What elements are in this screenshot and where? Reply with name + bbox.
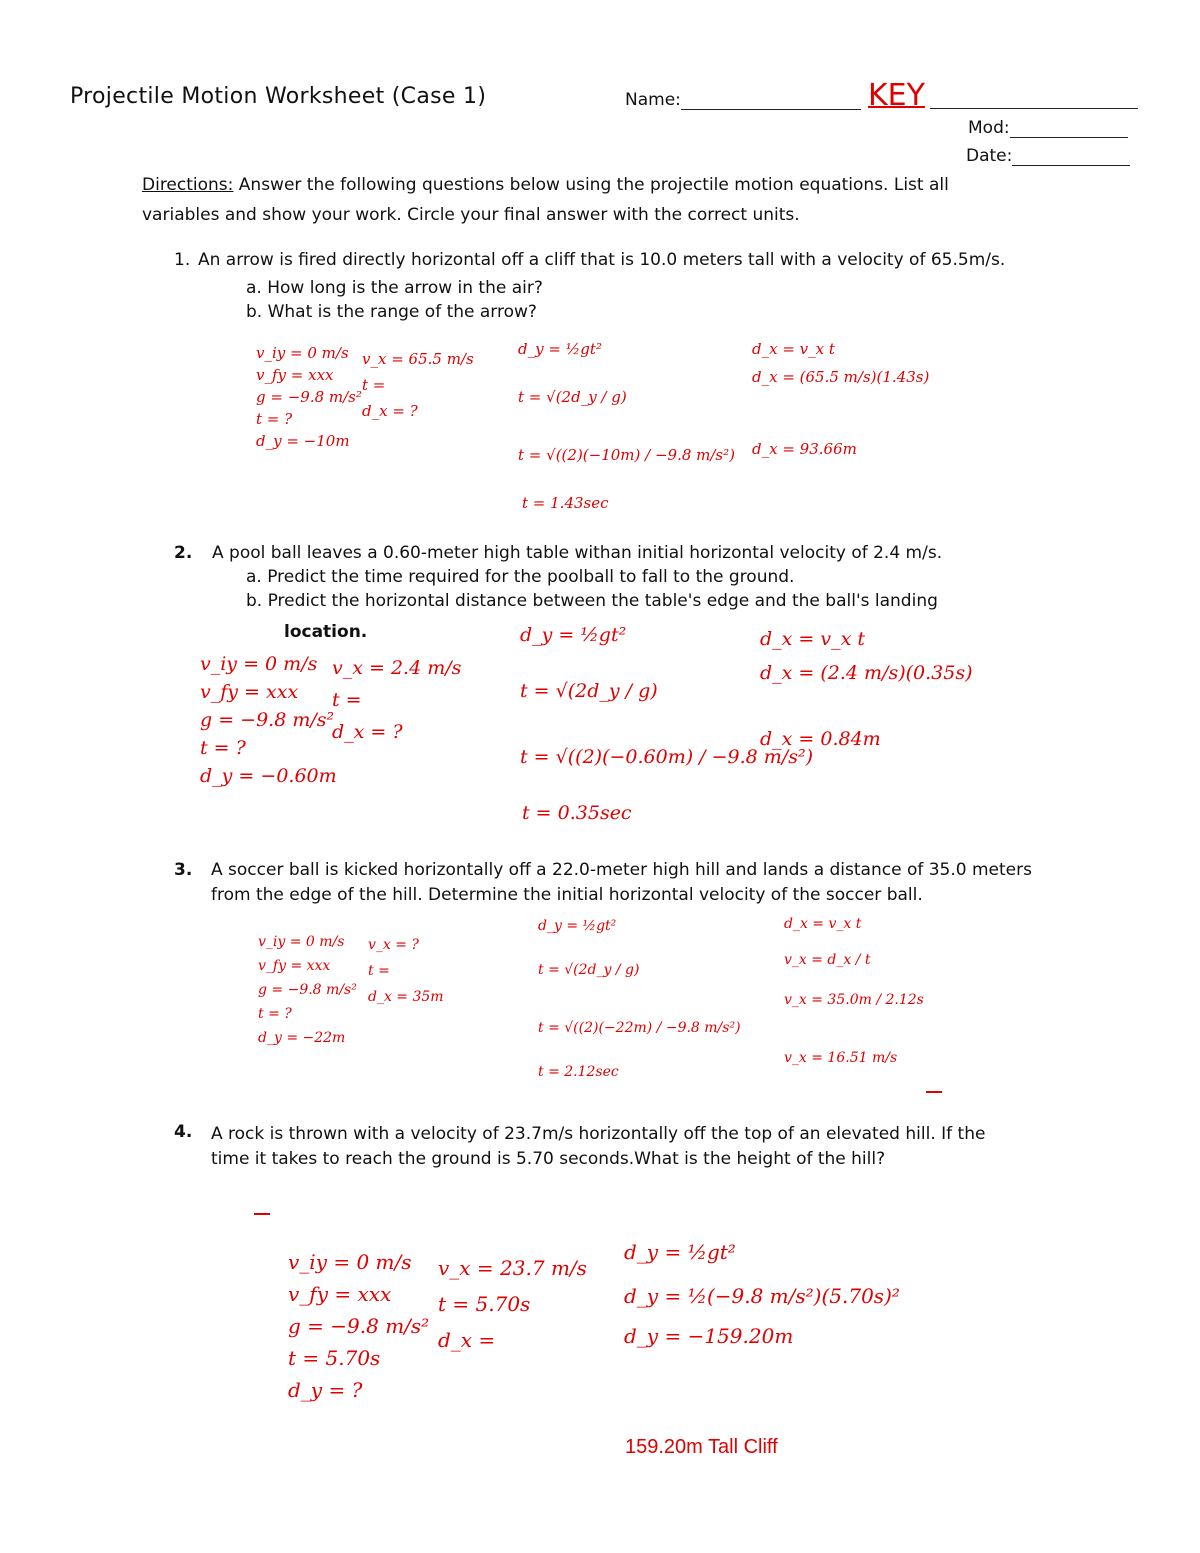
q1-text: An arrow is fired directly horizontal off a cliff that is 10.0 meters tall with a velocity of 65.5m/s. <box>198 250 1006 270</box>
q4-work-3: d_y = −159.20m <box>624 1324 794 1348</box>
q1-part-a: a. How long is the arrow in the air? <box>246 278 543 298</box>
q1-work-t-4: t = 1.43sec <box>522 494 609 512</box>
worksheet-title: Projectile Motion Worksheet (Case 1) <box>70 84 487 109</box>
q2-work-d-2: d_x = (2.4 m/s)(0.35s) <box>760 662 973 684</box>
q3-work-v-3: v_x = 35.0m / 2.12s <box>784 992 924 1008</box>
name-line <box>681 91 861 110</box>
q4-var: v_fy = xxx <box>288 1282 392 1306</box>
q1-knowns <box>256 342 362 452</box>
q1-var: v_fy = xxx <box>256 366 334 384</box>
q4-knowns-right <box>438 1250 587 1358</box>
q4-var: g = −9.8 m/s² <box>288 1314 430 1338</box>
q3-var: g = −9.8 m/s² <box>258 982 357 998</box>
q1-knowns-right <box>362 346 474 424</box>
q4-work-1: d_y = ½gt² <box>624 1240 736 1264</box>
q3-knowns <box>258 930 357 1050</box>
q2-work-d-3: d_x = 0.84m <box>760 728 881 750</box>
mod-field <box>968 118 1128 138</box>
date-label: Date: <box>966 146 1013 166</box>
q4-var: t = 5.70s <box>288 1346 381 1370</box>
q1-var: d_x = ? <box>362 402 418 420</box>
key-mark: KEY <box>868 78 925 113</box>
q4-var: d_y = ? <box>288 1378 363 1402</box>
q2-var: d_y = −0.60m <box>200 765 337 787</box>
q3-knowns-right <box>368 932 444 1010</box>
q3-work-t-1: d_y = ½gt² <box>538 918 617 934</box>
q2-text: A pool ball leaves a 0.60-meter high table withan initial horizontal velocity of 2.4 m/s. <box>212 543 943 563</box>
q4-text: A rock is thrown with a velocity of 23.7m/s horizontally off the top of an elevated hill. If the <box>211 1124 986 1144</box>
q1-work-t-2: t = √(2d_y / g) <box>518 388 627 406</box>
q3-var: v_x = ? <box>368 937 419 953</box>
q1-work-t-1: d_y = ½gt² <box>518 340 602 358</box>
date-line <box>1012 147 1130 166</box>
red-dash-mark <box>926 1091 942 1093</box>
q4-text-cont: time it takes to reach the ground is 5.70 seconds.What is the height of the hill? <box>211 1149 886 1169</box>
q1-var: g = −9.8 m/s² <box>256 388 362 406</box>
red-dash-mark <box>254 1213 270 1215</box>
q2-var: d_x = ? <box>332 721 403 743</box>
q4-work-2: d_y = ½(−9.8 m/s²)(5.70s)² <box>624 1284 900 1308</box>
q2-var: v_fy = xxx <box>200 681 299 703</box>
q4-var: t = 5.70s <box>438 1292 531 1316</box>
date-field <box>966 146 1130 166</box>
q1-work-t-3: t = √((2)(−10m) / −9.8 m/s²) <box>518 446 735 464</box>
q4-var: v_iy = 0 m/s <box>288 1250 412 1274</box>
q1-var: t = ? <box>256 410 293 428</box>
q4-number: 4. <box>174 1122 193 1142</box>
q2-part-a: a. Predict the time required for the poolball to fall to the ground. <box>246 567 795 587</box>
q1-var: d_y = −10m <box>256 432 350 450</box>
mod-label: Mod: <box>968 118 1010 138</box>
q2-work-t-3: t = √((2)(−0.60m) / −9.8 m/s²) <box>520 746 813 768</box>
name-field <box>625 90 861 110</box>
q2-var: t = ? <box>200 737 246 759</box>
q2-work-d-1: d_x = v_x t <box>760 628 866 650</box>
q2-number: 2. <box>174 543 193 563</box>
q4-knowns <box>288 1246 429 1406</box>
q4-var: v_x = 23.7 m/s <box>438 1256 587 1280</box>
q1-work-d-1: d_x = v_x t <box>752 340 835 358</box>
q2-work-t-1: d_y = ½gt² <box>520 624 627 646</box>
q2-var: g = −9.8 m/s² <box>200 709 335 731</box>
q3-var: v_iy = 0 m/s <box>258 934 345 950</box>
q3-var: d_y = −22m <box>258 1030 346 1046</box>
q3-work-t-2: t = √(2d_y / g) <box>538 962 640 978</box>
q1-var: t = <box>362 376 386 394</box>
q3-work-v-1: d_x = v_x t <box>784 916 862 932</box>
q3-number: 3. <box>174 860 193 880</box>
q4-final-answer: 159.20m Tall Cliff <box>625 1436 778 1458</box>
q3-var: v_fy = xxx <box>258 958 331 974</box>
q3-work-t-3: t = √((2)(−22m) / −9.8 m/s²) <box>538 1020 741 1036</box>
q2-work-t-4: t = 0.35sec <box>522 802 632 824</box>
mod-line <box>1010 119 1128 138</box>
q1-var: v_iy = 0 m/s <box>256 344 349 362</box>
q3-text: A soccer ball is kicked horizontally off a 22.0-meter high hill and lands a distance of 35.0 meters <box>211 860 1032 880</box>
q2-var: v_iy = 0 m/s <box>200 653 318 675</box>
directions-label: Directions: <box>142 175 234 195</box>
q2-knowns <box>200 650 337 790</box>
q2-part-b: b. Predict the horizontal distance between the table's edge and the ball's landing <box>246 591 938 611</box>
q2-work-t-2: t = √(2d_y / g) <box>520 680 658 702</box>
q3-var: t = <box>368 963 390 979</box>
directions-line-1: Directions: Answer the following questions below using the projectile motion equations. List all <box>142 175 949 195</box>
directions-line-2: variables and show your work. Circle your final answer with the correct units. <box>142 205 800 225</box>
q1-work-d-2: d_x = (65.5 m/s)(1.43s) <box>752 368 930 386</box>
q1-number: 1. <box>174 250 191 270</box>
q1-work-d-3: d_x = 93.66m <box>752 440 857 458</box>
q3-work-v-2: v_x = d_x / t <box>784 952 871 968</box>
q2-var: v_x = 2.4 m/s <box>332 657 462 679</box>
q3-work-v-4: v_x = 16.51 m/s <box>784 1050 898 1066</box>
q2-part-b-cont: location. <box>284 622 368 642</box>
q3-work-t-4: t = 2.12sec <box>538 1064 619 1080</box>
q2-var: t = <box>332 689 362 711</box>
q1-part-b: b. What is the range of the arrow? <box>246 302 537 322</box>
q2-knowns-right <box>332 652 461 748</box>
q3-text-cont: from the edge of the hill. Determine the initial horizontal velocity of the soccer ball. <box>211 885 923 905</box>
name-label: Name: <box>625 90 681 110</box>
q3-var: d_x = 35m <box>368 989 444 1005</box>
q3-var: t = ? <box>258 1006 292 1022</box>
q1-var: v_x = 65.5 m/s <box>362 350 474 368</box>
name-line-2 <box>930 90 1138 109</box>
q4-var: d_x = <box>438 1328 496 1352</box>
